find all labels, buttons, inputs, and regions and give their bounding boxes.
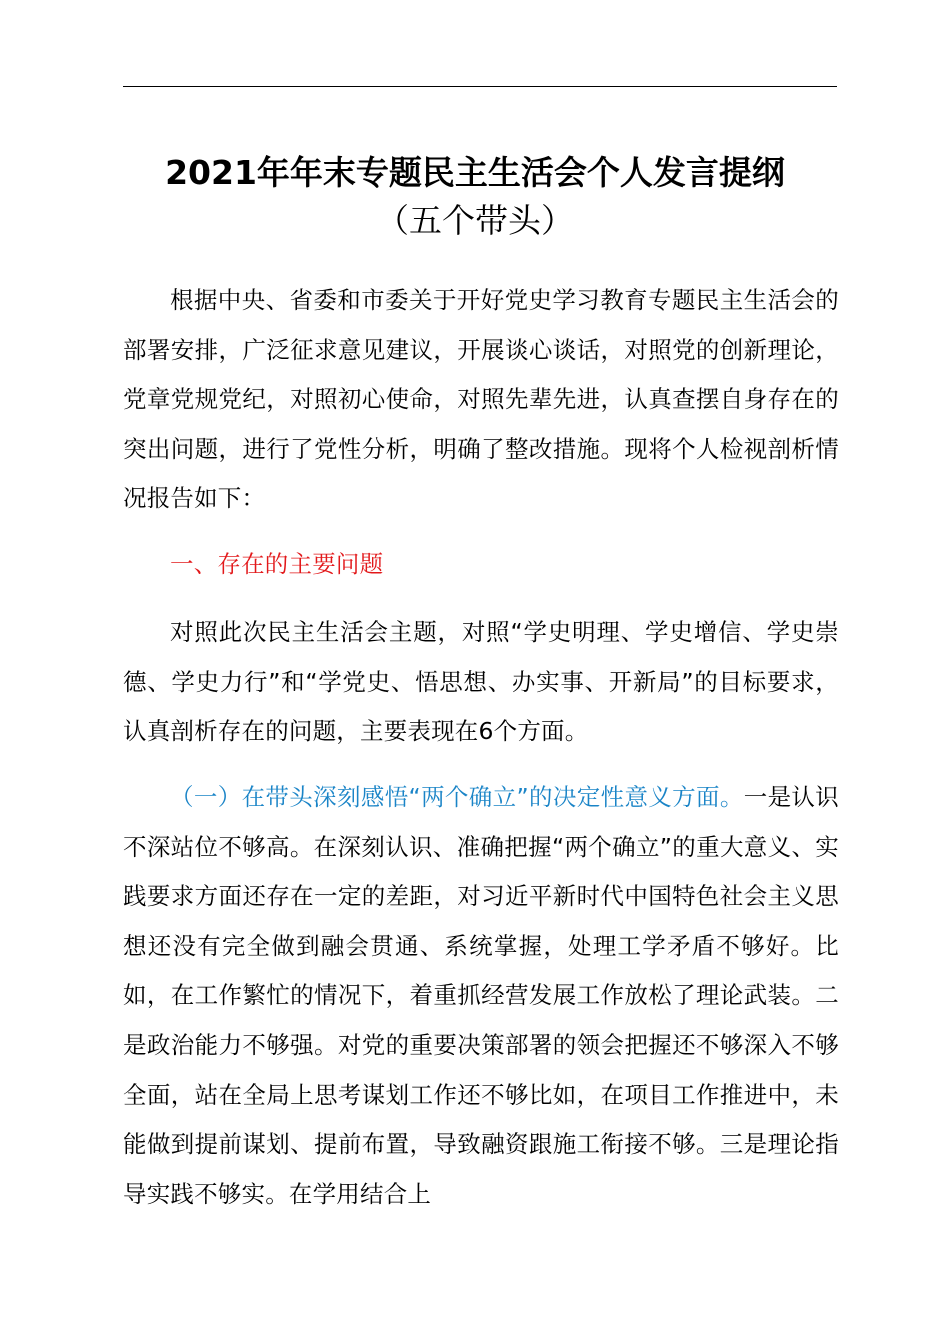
document-subtitle: （五个带头） (376, 201, 574, 240)
section-heading: 一、存在的主要问题 (170, 550, 384, 578)
subsection-heading: （一）在带头深刻感悟“两个确立”的决定性意义方面。 (170, 783, 744, 811)
subsection-body: 一是认识不深站位不够高。在深刻认识、准确把握“两个确立”的重大意义、实践要求方面还存在一定的差距，对习近平新时代中国特色社会主义思想还没有完全做到融会贯通、系统掌握，处理工学矛盾不够好。比如，在工作繁忙的情况下，着重抓经营发展工作放松了理论武装。二是政治能力不够强。对党的重要决策部署的领会把握还不够深入不够全面，站在全局上思考谋划工作还不够比如，在项目工作推进中，未能做到提前谋划、提前布置，导致融资跟施工衔接不够。三是理论指导实践不够实。在学用结合上 (123, 783, 839, 1208)
intro-paragraph: 根据中央、省委和市委关于开好党史学习教育专题民主生活会的部署安排，广泛征求意见建议，开展谈心谈话，对照党的创新理论，党章党规党纪，对照初心使命，对照先辈先进，认真查摆自身存在的突出问题，进行了党性分析，明确了整改措施。现将个人检视剖析情况报告如下： (123, 286, 839, 513)
subsection-paragraph (123, 773, 839, 1219)
section-intro-paragraph: 对照此次民主生活会主题，对照“学史明理、学史增信、学史崇德、学史力行”和“学党史、悟思想、办实事、开新局”的目标要求，认真剖析存在的问题，主要表现在6个方面。 (123, 618, 839, 746)
header-rule (123, 86, 837, 87)
document-title: 2021年年末专题民主生活会个人发言提纲 (165, 153, 785, 192)
